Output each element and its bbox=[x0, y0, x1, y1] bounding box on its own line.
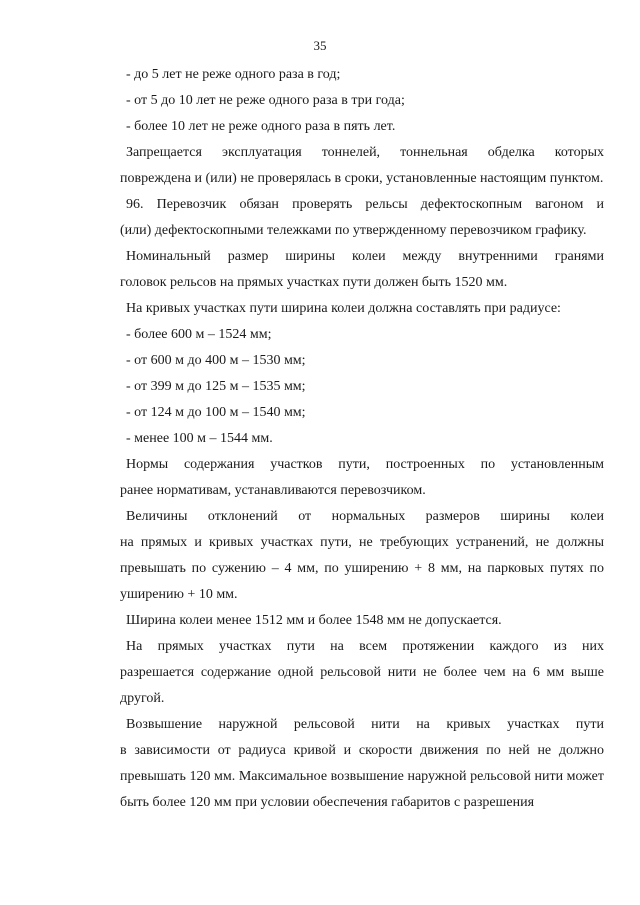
list-item: - до 5 лет не реже одного раза в год; bbox=[126, 67, 341, 82]
paragraph-continuation: разрешается содержание одной рельсовой нити не более чем на 6 мм выше другой. bbox=[120, 665, 604, 706]
paragraph-continuation: (или) дефектоскопными тележками по утвержденному перевозчиком графику. bbox=[120, 223, 587, 238]
list-item: - от 124 м до 100 м – 1540 мм; bbox=[126, 405, 306, 420]
paragraph bbox=[122, 140, 604, 192]
paragraph bbox=[122, 192, 604, 244]
list-item: - от 5 до 10 лет не реже одного раза в три года; bbox=[126, 93, 405, 108]
paragraph-continuation: ранее нормативам, устанавливаются перевозчиком. bbox=[120, 483, 426, 498]
paragraph-first-line: Номинальный размер ширины колеи между внутренними гранями bbox=[126, 249, 604, 264]
paragraph bbox=[122, 244, 604, 296]
paragraph bbox=[122, 452, 604, 504]
paragraph bbox=[122, 504, 604, 608]
list-item: - более 600 м – 1524 мм; bbox=[126, 327, 272, 342]
paragraph-continuation: в зависимости от радиуса кривой и скорости движения по ней не должно превышать 120 мм. Максимальное возвышение наружной рельсовой нити может быть более 120 мм при условии обеспечения габаритов с разрешения bbox=[120, 743, 604, 810]
list-item: - менее 100 м – 1544 мм. bbox=[126, 431, 273, 446]
paragraph-first-line: На прямых участках пути на всем протяжении каждого из них bbox=[126, 639, 604, 654]
page-number: 35 bbox=[313, 38, 327, 53]
paragraph-continuation: головок рельсов на прямых участках пути должен быть 1520 мм. bbox=[120, 275, 508, 290]
paragraph-continuation: на прямых и кривых участках пути, не требующих устранений, не должны превышать по сужению – 4 мм, по уширению + 8 мм, на парковых путях по уширению + 10 мм. bbox=[120, 535, 604, 602]
paragraph bbox=[122, 712, 604, 816]
paragraph-first-line: Величины отклонений от нормальных размеров ширины колеи bbox=[126, 509, 604, 524]
list-item: - от 600 м до 400 м – 1530 мм; bbox=[126, 353, 306, 368]
list-item: На кривых участках пути ширина колеи должна составлять при радиусе: bbox=[126, 301, 561, 316]
document-body bbox=[120, 62, 604, 816]
list-item: Ширина колеи менее 1512 мм и более 1548 мм не допускается. bbox=[126, 613, 502, 628]
paragraph bbox=[122, 634, 604, 712]
paragraph-first-line: 96. Перевозчик обязан проверять рельсы дефектоскопным вагоном и bbox=[126, 197, 604, 212]
list-item: - от 399 м до 125 м – 1535 мм; bbox=[126, 379, 306, 394]
paragraph-continuation: повреждена и (или) не проверялась в сроки, установленные настоящим пунктом. bbox=[120, 171, 604, 186]
paragraph-first-line: Запрещается эксплуатация тоннелей, тоннельная обделка которых bbox=[126, 145, 604, 160]
paragraph-first-line: Возвышение наружной рельсовой нити на кривых участках пути bbox=[126, 717, 604, 732]
paragraph-first-line: Нормы содержания участков пути, построенных по установленным bbox=[126, 457, 604, 472]
list-item: - более 10 лет не реже одного раза в пять лет. bbox=[126, 119, 396, 134]
